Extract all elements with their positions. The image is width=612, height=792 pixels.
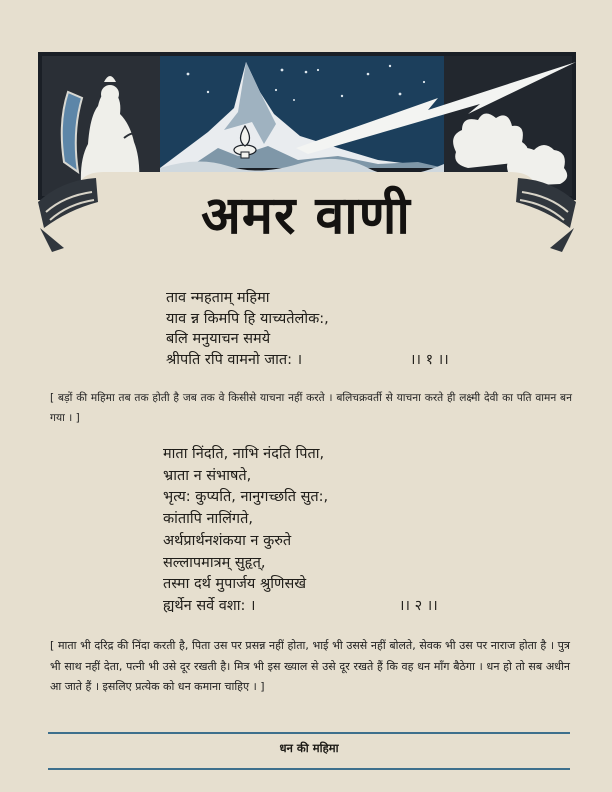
verse-line: बलि मनुयाचन समये [166,331,271,347]
footer-caption: धन की महिमा [279,741,339,755]
verse-line: सल्लापमात्रम् सुहृत्, [163,554,266,571]
verse-line: भृत्य: कुप्यति, नानुगच्छति सुत:, [163,489,329,506]
verse-2-meaning: [ माता भी दरिद्र की निंदा करती है, पिता उस पर प्रसन्न नहीं होता, भाई भी उससे नहीं बोलते, सेवक भी उस पर नाराज होता है । पुत्र भी साथ नहीं देता, पत्नी भी उसे दूर रखती है। मित्र भी इस ख्याल से उसे दूर रखते हैं कि वह धन माँग बैठेगा । धन हो तो सब अधीन आ जाते हैं । इसलिए प्रत्येक को धन कमाना चाहिए । ] [50,639,570,693]
verse-line-text: ह्यर्थेन सर्वे वशा: । [163,597,256,614]
verse-line: अर्थप्रार्थनशंकया न कुरुते [163,532,292,549]
divider-bottom [48,768,570,770]
verse-line-last [166,350,466,371]
verse-line: याव न्न किमपि हि याच्यतेलोक:, [166,310,329,327]
page-title: अमर वाणी [201,186,411,246]
verse-line: भ्राता न संभाषते, [163,467,252,484]
verse-number: ।। १ ।। [410,351,449,368]
verse-line: कांतापि नालिंगते, [163,511,253,528]
verse-line-text: श्रीपति रपि वामनो जात: । [166,351,303,368]
verse-number: ।। २ ।। [399,597,438,614]
verse-1 [166,288,466,370]
verse-2 [163,444,463,618]
verse-line-last [163,596,463,618]
verse-line: तस्मा दर्थ मुपार्जय श्रुणिसखे [163,576,307,593]
verse-1-meaning: [ बड़ों की महिमा तब तक होती है जब तक वे किसीसे याचना नहीं करते । बलिचक्रवर्ती से याचना करते ही लक्ष्मी देवी का पति वामन बन गया । ] [50,392,572,424]
divider-top [48,732,570,734]
verse-line: ताव न्महताम् महिमा [166,290,270,306]
verse-line: माता निंदति, नाभि नंदति पिता, [163,446,325,462]
